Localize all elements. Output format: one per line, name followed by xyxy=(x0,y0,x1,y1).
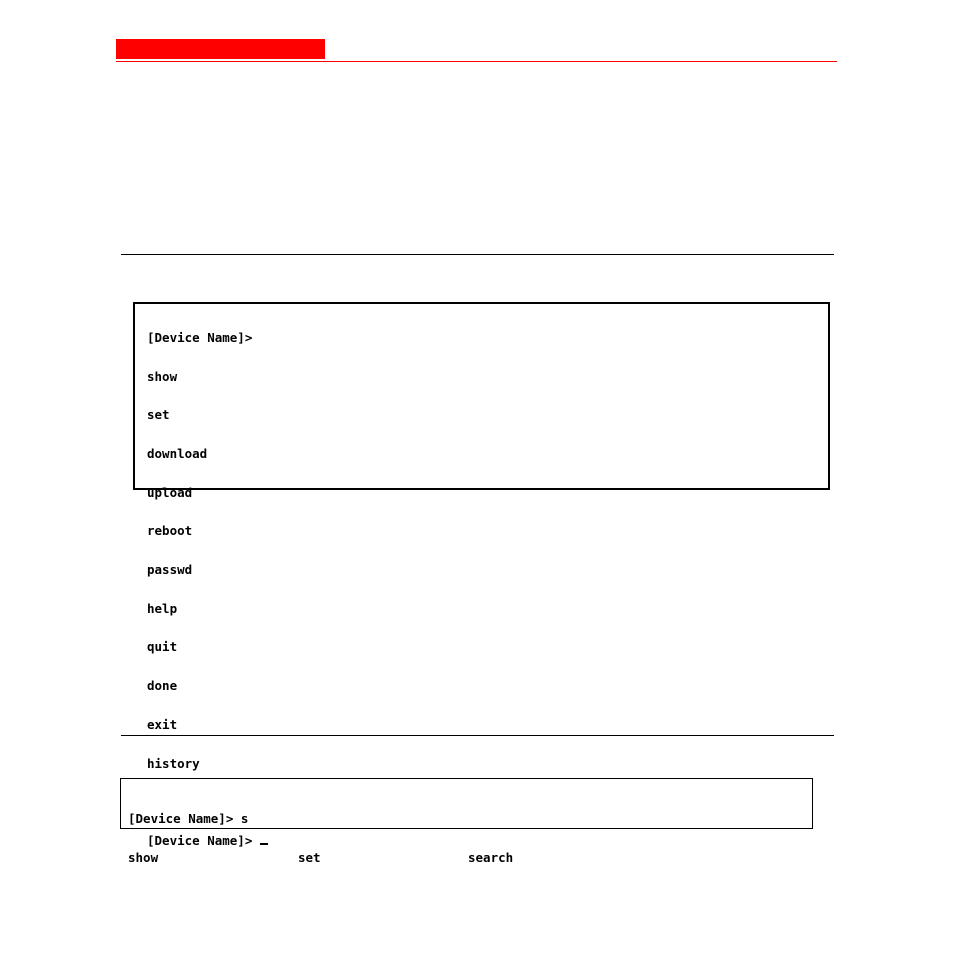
match-set: set xyxy=(298,849,321,865)
command-show: show xyxy=(147,368,178,384)
autocomplete-input-line: [Device Name]> s xyxy=(128,810,249,826)
terminal-final-prompt: [Device Name]> xyxy=(147,832,260,848)
command-upload: upload xyxy=(147,484,193,500)
command-help: help xyxy=(147,600,178,616)
command-download: download xyxy=(147,445,208,461)
section-divider-top xyxy=(121,254,834,255)
header-red-rule xyxy=(116,61,837,62)
match-show: show xyxy=(128,849,159,865)
command-exit: exit xyxy=(147,716,178,732)
command-history: history xyxy=(147,755,200,771)
command-passwd: passwd xyxy=(147,562,193,578)
header-red-tab xyxy=(116,39,325,59)
command-quit: quit xyxy=(147,639,178,655)
terminal-autocomplete-screenshot xyxy=(120,778,813,865)
section-divider-bottom xyxy=(121,735,834,736)
terminal-prompt: [Device Name]> xyxy=(147,329,253,345)
command-reboot: reboot xyxy=(147,523,193,539)
autocomplete-matches xyxy=(128,849,812,865)
command-set: set xyxy=(147,407,170,423)
match-search: search xyxy=(468,849,514,865)
terminal-help-screenshot xyxy=(133,302,830,848)
command-done: done xyxy=(147,678,178,694)
